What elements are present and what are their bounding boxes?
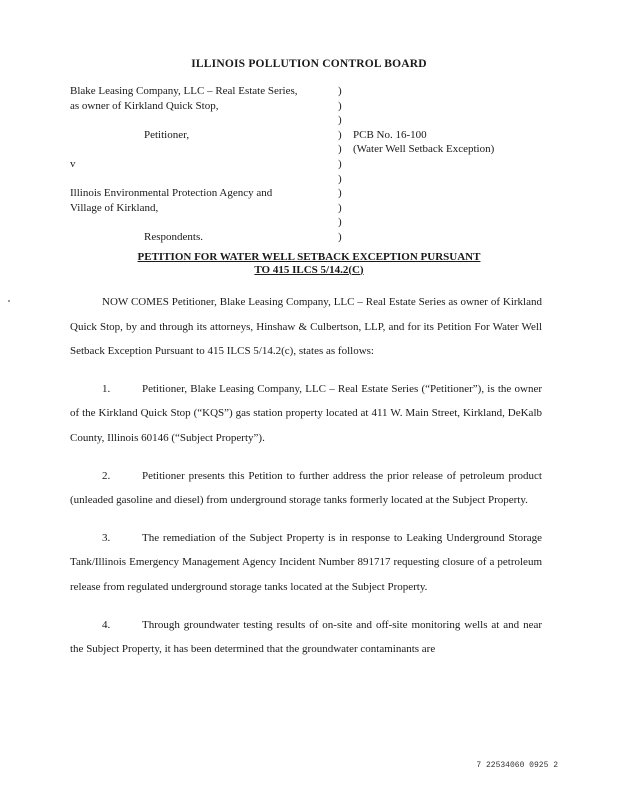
numbered-paragraph — [70, 377, 542, 451]
caption-line — [70, 113, 332, 128]
board-title: ILLINOIS POLLUTION CONTROL BOARD — [191, 58, 427, 70]
paren: ) — [338, 128, 342, 141]
paragraph-text: Petitioner presents this Petition to further address the prior release of petroleum product (unleaded gasoline and diesel) from underground storage tanks formerly located at the Subject Property. — [70, 469, 542, 507]
caption-line — [70, 172, 332, 187]
caption-respondents-label: Respondents. — [144, 230, 203, 243]
scan-speck — [8, 300, 10, 302]
document-id: 7 22534060 0925 2 — [476, 761, 558, 770]
case-info — [353, 128, 543, 157]
paren: ) — [338, 230, 342, 243]
petition-heading — [0, 251, 618, 276]
petition-body — [70, 290, 542, 662]
caption-line — [70, 142, 332, 157]
paren: ) — [338, 114, 342, 127]
paragraph-text: Petitioner, Blake Leasing Company, LLC – Real Estate Series (“Petitioner”), is the owner of the Kirkland Quick Stop (“KQS”) gas station property located at 411 W. Main Street, Kirkland, DeKalb County, Illinois 60146 (“Subject Property”). — [70, 382, 542, 444]
paren: ) — [338, 216, 342, 229]
paren: ) — [338, 143, 342, 156]
numbered-paragraph — [70, 526, 542, 600]
paren: ) — [338, 85, 342, 97]
paren: ) — [338, 157, 342, 170]
paragraph-number: 4. — [102, 618, 111, 631]
caption-parentheses — [338, 84, 348, 245]
paren: ) — [338, 99, 342, 112]
numbered-paragraph — [70, 464, 542, 513]
paragraph-text: Through groundwater testing results of on-site and off-site monitoring wells at and near the Subject Property, it has been determined that the groundwater contaminants are — [70, 618, 542, 656]
intro-paragraph: NOW COMES Petitioner, Blake Leasing Company, LLC – Real Estate Series as owner of Kirkland Quick Stop, by and through its attorneys, Hinshaw & Culbertson, LLP, and for its Petition For Water Well Setback Exception Pursuant to 415 ILCS 5/14.2(c), states as follows: — [70, 296, 542, 358]
case-type: (Water Well Setback Exception) — [353, 143, 495, 156]
paragraph-number: 1. — [102, 382, 111, 395]
case-number: PCB No. 16-100 — [353, 128, 427, 141]
caption-line: Village of Kirkland, — [70, 201, 159, 214]
paren: ) — [338, 187, 342, 200]
petition-heading-line: PETITION FOR WATER WELL SETBACK EXCEPTION PURSUANT — [137, 251, 481, 263]
petition-heading-line: TO 415 ILCS 5/14.2(C) — [254, 263, 364, 276]
paragraph-text: The remediation of the Subject Property is in response to Leaking Underground Storage Tank/Illinois Emergency Management Agency Incident Number 891717 requesting closure of a petroleum release from regulated underground storage tanks located at the Subject Property. — [70, 531, 542, 593]
caption-line: as owner of Kirkland Quick Stop, — [70, 99, 219, 112]
paragraph-number: 3. — [102, 531, 111, 544]
paragraph-number: 2. — [102, 469, 111, 482]
caption-line: Blake Leasing Company, LLC – Real Estate Series, — [70, 85, 298, 97]
numbered-paragraph — [70, 613, 542, 662]
paren: ) — [338, 201, 342, 214]
caption-line — [70, 215, 332, 230]
caption-parties — [70, 84, 332, 245]
caption-line: Illinois Environmental Protection Agency and — [70, 187, 273, 200]
caption-versus: v — [70, 157, 76, 170]
caption-petitioner-label: Petitioner, — [144, 128, 190, 141]
paren: ) — [338, 172, 342, 185]
